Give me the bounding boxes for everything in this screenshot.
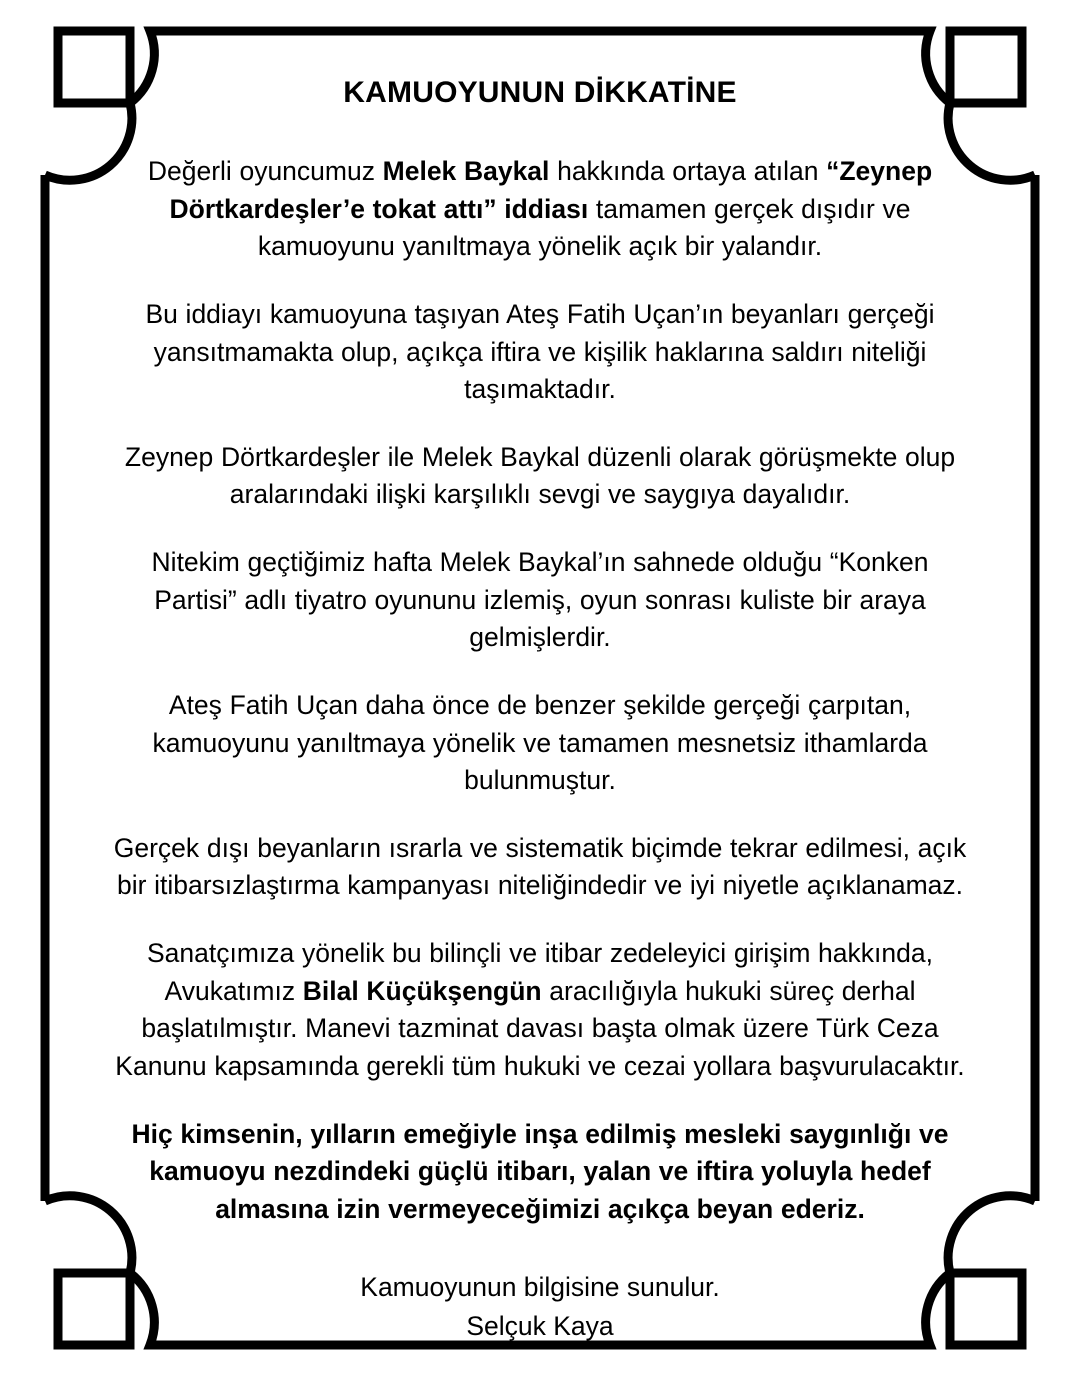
paragraph-p8: Hiç kimsenin, yılların emeğiyle inşa edilmiş mesleki saygınlığı ve kamuoyu nezdindeki güçlü itibarı, yalan ve iftira yoluyla hedef almasına izin vermeyeceğimizi açıkça beyan ederiz. <box>131 1118 949 1224</box>
paragraph-p2: Bu iddiayı kamuoyuna taşıyan Ateş Fatih Uçan’ın beyanları gerçeği yansıtmamakta olup, açıkça iftira ve kişilik haklarına saldırı niteliği taşımaktadır. <box>145 298 935 405</box>
paragraph-p7: Sanatçımıza yönelik bu bilinçli ve itibar zedeleyici girişim hakkında, Avukatımız Bilal Küçükşengün aracılığıyla hukuki süreç derhal başlatılmıştır. Manevi tazminat davası başta olmak üzere Türk Ceza Kanunu kapsamında gerekli tüm hukuki ve cezai yollara başvurulacaktır. <box>115 938 965 1081</box>
paragraph-p4: Nitekim geçtiğimiz hafta Melek Baykal’ın sahnede olduğu “Konken Partisi” adlı tiyatro oyununu izlemiş, oyun sonrası kuliste bir araya gelmişlerdir. <box>151 547 929 653</box>
public-announcement-document <box>60 30 1020 1346</box>
emphasized-text: Bilal Küçükşengün <box>302 975 542 1006</box>
page-title: KAMUOYUNUN DİKKATİNE <box>343 76 737 109</box>
paragraph-p1: Değerli oyuncumuz Melek Baykal hakkında ortaya atılan “Zeynep Dörtkardeşler’e tokat attı” iddiası tamamen gerçek dışıdır ve kamuoyunu yanıltmaya yönelik açık bir yalandır. <box>147 156 933 262</box>
paragraph-p3: Zeynep Dörtkardeşler ile Melek Baykal düzenli olarak görüşmekte olup aralarındaki ilişki karşılıklı sevgi ve saygıya dayalıdır. <box>124 441 956 510</box>
announcement-body <box>88 153 992 1228</box>
paragraph-p6: Gerçek dışı beyanların ısrarla ve sistematik biçimde tekrar edilmesi, açık bir itibarsızlaştırma kampanyası niteliğindedir ve iyi niyetle açıklanamaz. <box>113 832 967 901</box>
emphasized-text: “Zeynep Dörtkardeşler’e tokat attı” iddiası <box>169 156 933 224</box>
paragraph-p5: Ateş Fatih Uçan daha önce de benzer şekilde gerçeği çarpıtan, kamuoyunu yanıltmaya yönelik ve tamamen mesnetsiz ithamlarda bulunmuştur. <box>152 689 928 796</box>
signature-block <box>88 1268 992 1345</box>
closing-line: Kamuoyunun bilgisine sunulur. <box>360 1272 720 1303</box>
signatory-name: Selçuk Kaya <box>466 1310 614 1341</box>
emphasized-text: Melek Baykal <box>382 156 550 186</box>
